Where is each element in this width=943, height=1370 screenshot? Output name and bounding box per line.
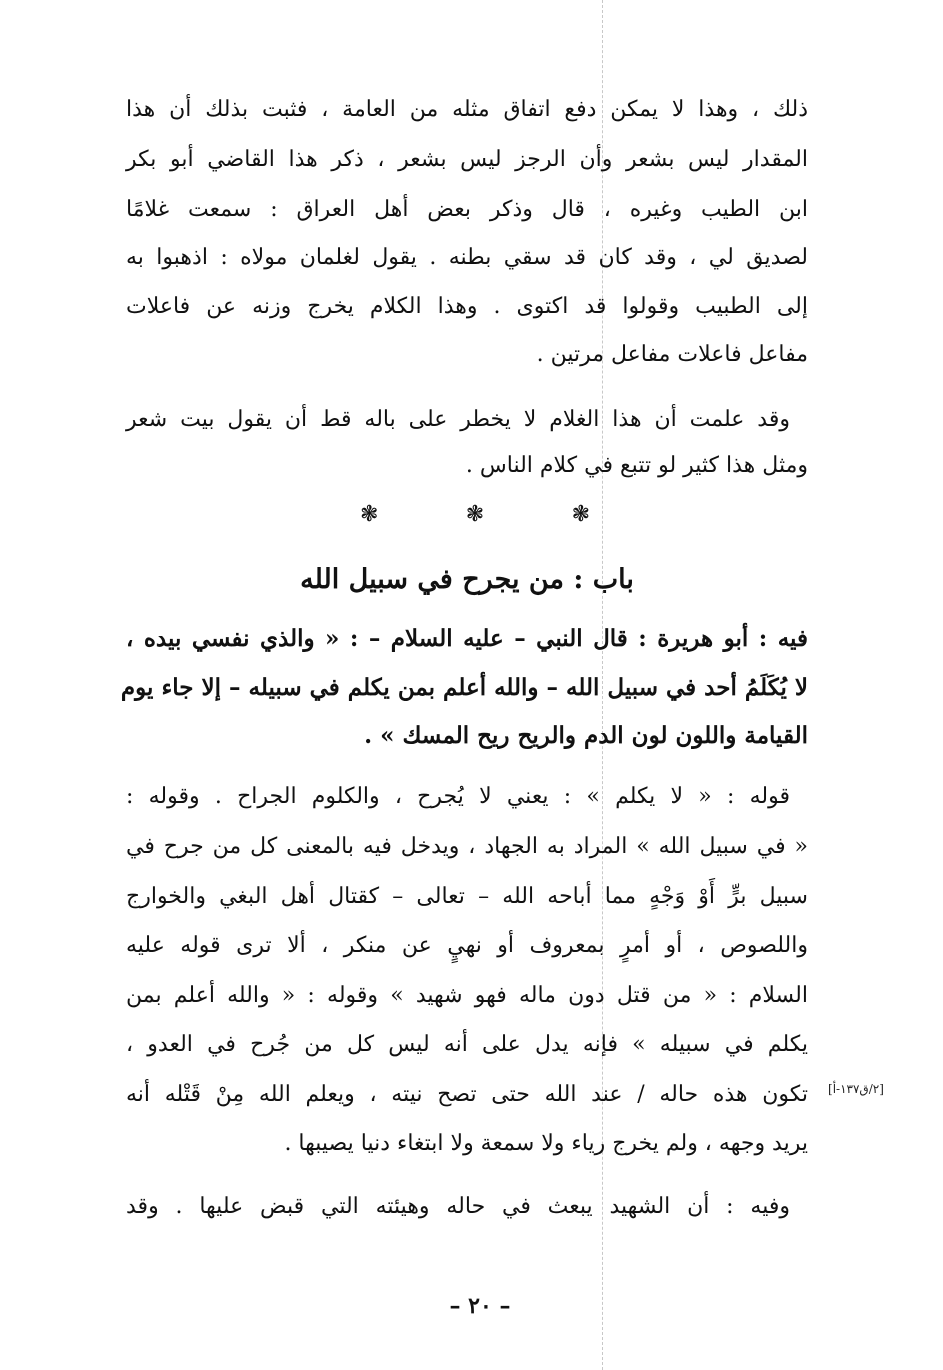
hadith-line-1: فيه : أبو هريرة : قال النبي – عليه السلام – : « والذي نفسي بيده ، — [126, 625, 808, 652]
separator-star: ❃ — [465, 502, 485, 527]
hadith-line-3: القيامة واللون لون الدم والريح ريح المسك » . — [364, 722, 808, 749]
manuscript-folio-note: [٢/ق١٣٧-أ] — [828, 1082, 884, 1096]
section-separator — [360, 502, 590, 527]
paragraph1-line-3: ابن الطيب وغيره ، قال وذكر بعض أهل العراق : سمعت غلامًا — [126, 197, 808, 222]
commentary-line-2: « في سبيل الله » المراد به الجهاد ، ويدخل فيه بالمعنى كل من جرح في — [126, 834, 808, 859]
paragraph2-line-1: وقد علمت أن هذا الغلام لا يخطر على باله قط أن يقول بيت شعر — [126, 407, 790, 432]
commentary-line-8: يريد وجهه ، ولم يخرج رياء ولا سمعة ولا ابتغاء دنيا يصيبها . — [284, 1131, 808, 1156]
paragraph1-line-2: المقدار ليس بشعر وأن الرجز ليس بشعر ، ذكر هذا القاضي أبو بكر — [126, 147, 808, 172]
commentary-line-1: قوله : « لا يكلم » : يعني لا يُجرح ، والكلوم الجراح . وقوله : — [126, 784, 790, 809]
commentary-line-7: تكون هذه حاله / عند الله حتى تصح نيته ، ويعلم الله مِنْ قَتْله أنه — [126, 1082, 808, 1107]
paragraph1-line-4: لصديق لي ، وقد كان قد سقي بطنه . يقول لغلمان مولاه : اذهبوا به — [126, 245, 808, 270]
paragraph1-line-5: إلى الطبيب وقولوا قد اكتوى . وهذا الكلام يخرج وزنه عن فاعلات — [126, 294, 808, 319]
hadith-line-2: لا يُكَلَمُ أحد في سبيل الله – والله أعلم بمن يكلم في سبيله – إلا جاء يوم — [120, 674, 808, 701]
paragraph-last-line-1: وفيه : أن الشهيد يبعث في حاله وهيئته التي قبض عليها . وقد — [126, 1194, 790, 1219]
commentary-line-3: سبيل برٍّ أَوْ وَجْهٍ مما أباحه الله – تعالى – كقتال أهل البغي والخوارج — [126, 884, 808, 909]
separator-star: ❃ — [571, 502, 590, 527]
commentary-line-4: واللصوص ، أو أمرٍ بمعروف أو نهيٍ عن منكر ، ألا ترى قوله عليه — [126, 933, 808, 958]
commentary-line-5: السلام : « من قتل دون ماله فهو شهيد » وقوله : « والله أعلم بمن — [126, 983, 808, 1008]
chapter-heading: باب : من يجرح في سبيل الله — [300, 564, 634, 595]
paragraph1-line-1: ذلك ، وهذا لا يمكن دفع اتفاق مثله من العامة ، فثبت بذلك أن هذا — [126, 97, 808, 122]
page-number: – ٢٠ – — [449, 1293, 511, 1319]
paragraph2-line-2: ومثل هذا كثير لو تتبع في كلام الناس . — [465, 453, 808, 478]
commentary-line-6: يكلم في سبيله » فإنه يدل على أنه ليس كل من جُرح في العدو ، — [126, 1032, 808, 1057]
paragraph1-line-6: مفاعل فاعلات مفاعل مرتين . — [536, 342, 808, 367]
separator-star: ❃ — [360, 502, 379, 527]
